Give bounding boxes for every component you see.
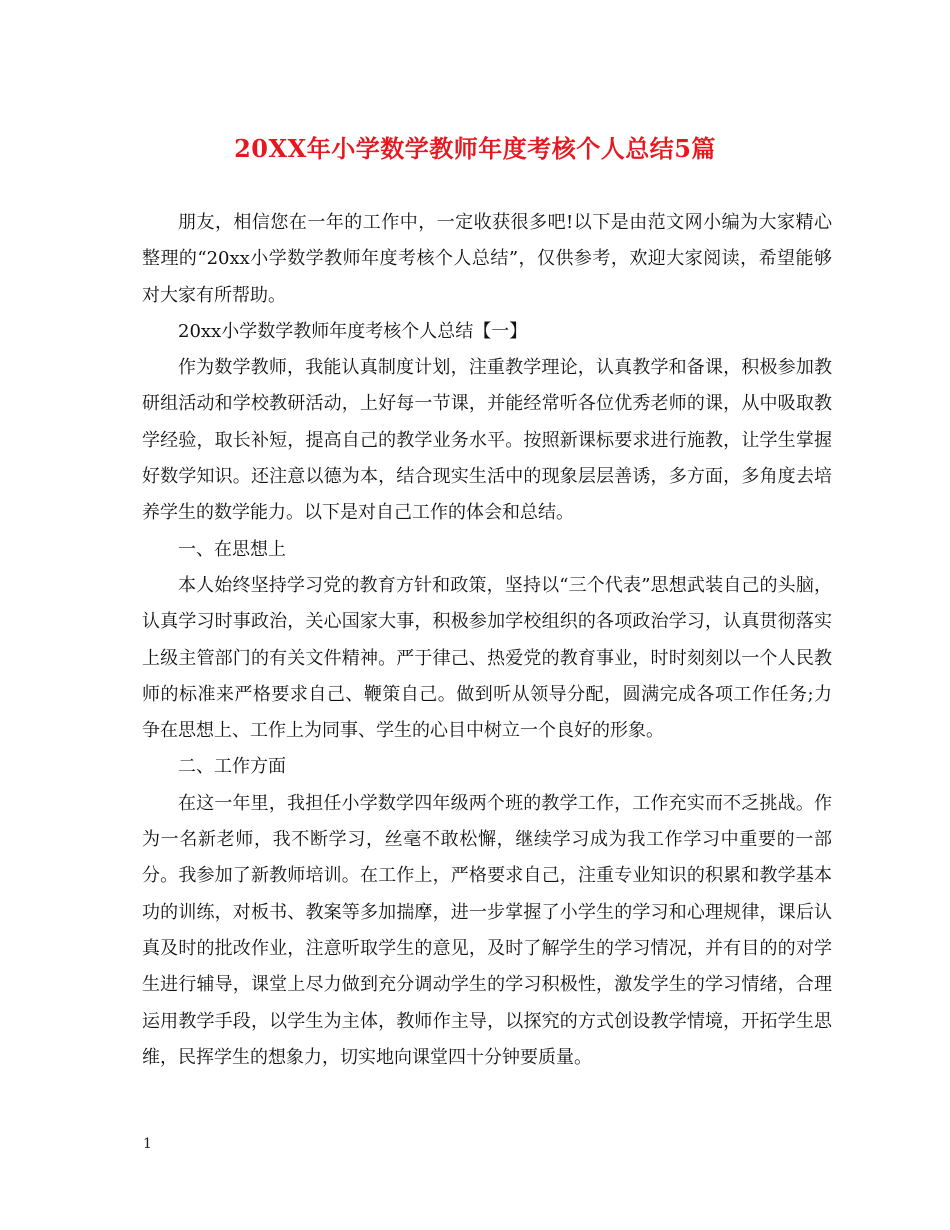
document-body — [142, 205, 832, 1076]
body-paragraph: 在这一年里，我担任小学数学四年级两个班的教学工作，工作充实而不乏挑战。作为一名新老师，我不断学习，丝毫不敢松懈，继续学习成为我工作学习中重要的一部分。我参加了新教师培训。在工作上，严格要求自己，注重专业知识的积累和教学基本功的训练，对板书、教案等多加揣摩，进一步掌握了小学生的学习和心理规律，课后认真及时的批改作业，注意听取学生的意见，及时了解学生的学习情况，并有目的的对学生进行辅导，课堂上尽力做到充分调动学生的学习积极性，激发学生的学习情绪，合理运用教学手段，以学生为主体，教师作主导，以探究的方式创设教学情境，开拓学生思维，民挥学生的想象力，切实地向课堂四十分钟要质量。 — [142, 792, 832, 1068]
body-paragraph: 作为数学教师，我能认真制度计划，注重教学理论，认真教学和备课，积极参加教研组活动和学校教研活动，上好每一节课，并能经常听各位优秀老师的课，从中吸取教学经验，取长补短，提高自己的教学业务水平。按照新课标要求进行施教，让学生掌握好数学知识。还注意以德为本，结合现实生活中的现象层层善诱，多方面，多角度去培养学生的数学能力。以下是对自己工作的体会和总结。 — [142, 357, 832, 524]
document-title: 20XX年小学数学教师年度考核个人总结5篇 — [234, 134, 716, 163]
subheading-work: 二、工作方面 — [178, 756, 286, 778]
intro-paragraph: 朋友，相信您在一年的工作中，一定收获很多吧!以下是由范文网小编为大家精心整理的“20xx小学数学教师年度考核个人总结”，仅供参考，欢迎大家阅读，希望能够对大家有所帮助。 — [142, 212, 832, 306]
section-heading-part-one: 20xx小学数学教师年度考核个人总结【一】 — [178, 320, 528, 342]
page-number: 1 — [143, 1136, 152, 1152]
subheading-ideology: 一、在思想上 — [178, 538, 286, 560]
body-paragraph: 本人始终坚持学习党的教育方针和政策，坚持以“三个代表”思想武装自己的头脑，认真学习时事政治，关心国家大事，积极参加学校组织的各项政治学习，认真贯彻落实上级主管部门的有关文件精神。严于律己、热爱党的教育事业，时时刻刻以一个人民教师的标准来严格要求自己、鞭策自己。做到听从领导分配，圆满完成各项工作任务;力争在思想上、工作上为同事、学生的心目中树立一个良好的形象。 — [142, 574, 832, 742]
